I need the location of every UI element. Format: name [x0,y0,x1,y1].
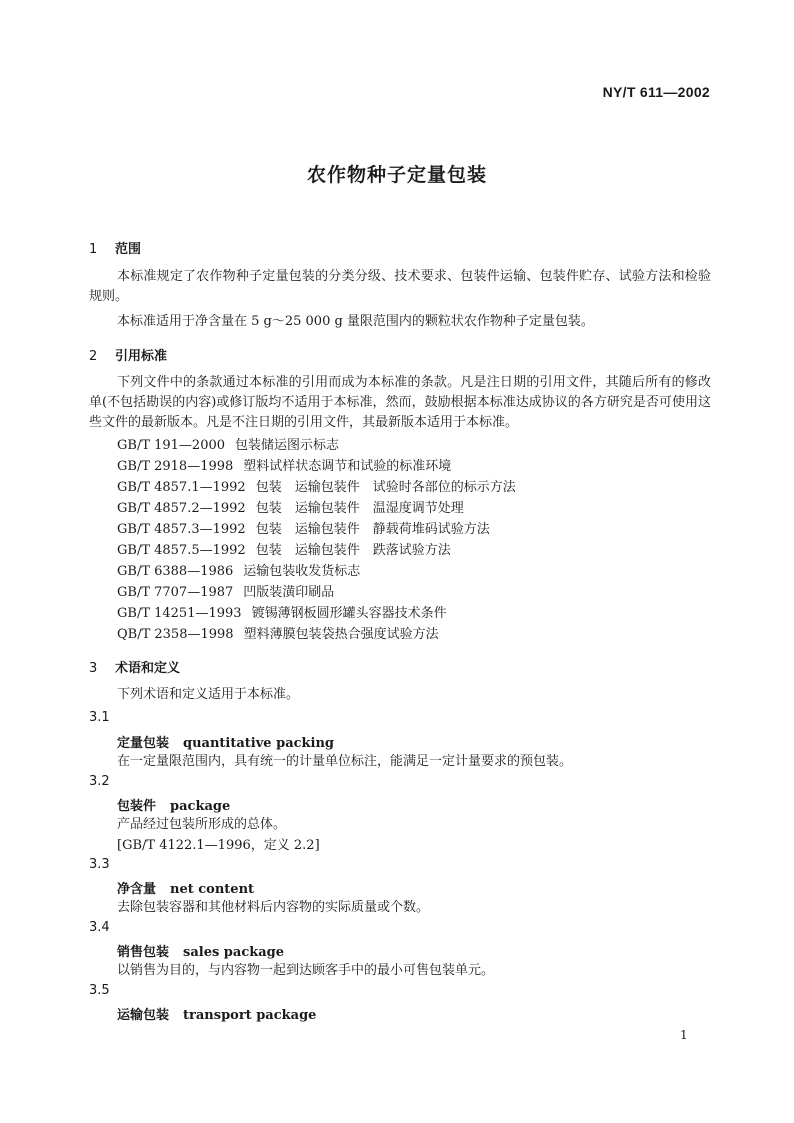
term-name [117,732,334,751]
reference-title: 包装 运输包装件 温湿度调节处理 [255,501,464,516]
reference-title: 镀锡薄钢板圆形罐头容器技术条件 [251,606,447,621]
reference-item [117,541,451,561]
term-definition: 去除包装容器和其他材料后内容物的实际质量或个数。 [117,900,430,915]
reference-code: GB/T 191—2000 [117,438,226,453]
term-number: 3.4 [89,920,110,935]
reference-title: 运输包装收发货标志 [243,564,361,579]
reference-code: GB/T 4857.5—1992 [117,543,246,558]
section-number: 1 [89,242,98,257]
reference-code: GB/T 4857.3—1992 [117,522,246,537]
reference-item [117,583,334,603]
term-en: quantitative packing [183,736,335,751]
section-1-heading [89,238,141,257]
term-number: 3.5 [89,983,110,998]
reference-item [117,436,339,456]
term-zh: 销售包装 [117,945,170,960]
reference-title: 包装储运图示标志 [235,438,340,453]
term-en: net content [170,882,255,897]
reference-code: GB/T 6388—1986 [117,564,234,579]
standard-code: NY/T 611—2002 [602,84,710,100]
term-note: [GB/T 4122.1—1996，定义 2.2] [117,838,320,853]
term-zh: 包装件 [117,799,157,814]
scope-paragraph-2: 本标准适用于净含量在 5 g～25 000 g 量限范围内的颗粒状农作物种子定量包装。 [117,314,594,329]
term-en: transport package [183,1008,317,1023]
term-zh: 运输包装 [117,1008,170,1023]
reference-item [117,604,447,624]
reference-code: GB/T 2918—1998 [117,459,234,474]
reference-item [117,625,439,645]
reference-title: 包装 运输包装件 跌落试验方法 [255,543,451,558]
page-number: 1 [680,1028,688,1042]
term-definition: 在一定量限范围内，具有统一的计量单位标注，能满足一定计量要求的预包装。 [117,754,573,769]
reference-item [117,478,516,498]
term-name [117,1004,316,1023]
section-3-heading [89,657,180,676]
reference-title: 塑料薄膜包装袋热合强度试验方法 [243,627,439,642]
reference-item [117,499,464,519]
term-definition: 以销售为目的，与内容物一起到达顾客手中的最小可售包装单元。 [117,963,495,978]
section-number: 3 [89,661,98,676]
reference-item [117,457,451,477]
reference-code: QB/T 2358—1998 [117,627,234,642]
section-2-heading [89,345,167,364]
section-title: 引用标准 [115,349,168,364]
term-number: 3.2 [89,774,110,789]
reference-item [117,520,490,540]
term-definition: 产品经过包装所形成的总体。 [117,817,287,832]
document-title: 农作物种子定量包装 [306,164,487,186]
section-title: 术语和定义 [115,661,181,676]
section-number: 2 [89,349,98,364]
reference-title: 凹版装潢印刷品 [243,585,335,600]
term-name [117,795,230,814]
term-zh: 定量包装 [117,736,170,751]
reference-code: GB/T 14251—1993 [117,606,242,621]
reference-title: 塑料试样状态调节和试验的标准环境 [243,459,452,474]
section-title: 范围 [115,242,142,257]
term-en: package [170,799,231,814]
references-intro: 下列文件中的条款通过本标准的引用而成为本标准的条款。凡是注日期的引用文件，其随后所有的修改单(不包括勘误的内容)或修订版均不适用于本标准，然而，鼓励根据本标准达成协议的各方研究是否可使用这些文件的最新版本。凡是不注日期的引用文件，其最新版本适用于本标准。 [89,375,711,430]
reference-code: GB/T 7707—1987 [117,585,234,600]
term-name [117,941,284,960]
term-zh: 净含量 [117,882,157,897]
reference-title: 包装 运输包装件 试验时各部位的标示方法 [255,480,516,495]
reference-item [117,562,360,582]
reference-code: GB/T 4857.1—1992 [117,480,246,495]
terms-intro: 下列术语和定义适用于本标准。 [117,687,300,702]
reference-title: 包装 运输包装件 静载荷堆码试验方法 [255,522,490,537]
term-number: 3.3 [89,857,110,872]
reference-code: GB/T 4857.2—1992 [117,501,246,516]
term-number: 3.1 [89,710,110,725]
term-en: sales package [183,945,285,960]
scope-paragraph-1: 本标准规定了农作物种子定量包装的分类分级、技术要求、包装件运输、包装件贮存、试验方法和检验规则。 [89,269,711,304]
term-name [117,878,254,897]
